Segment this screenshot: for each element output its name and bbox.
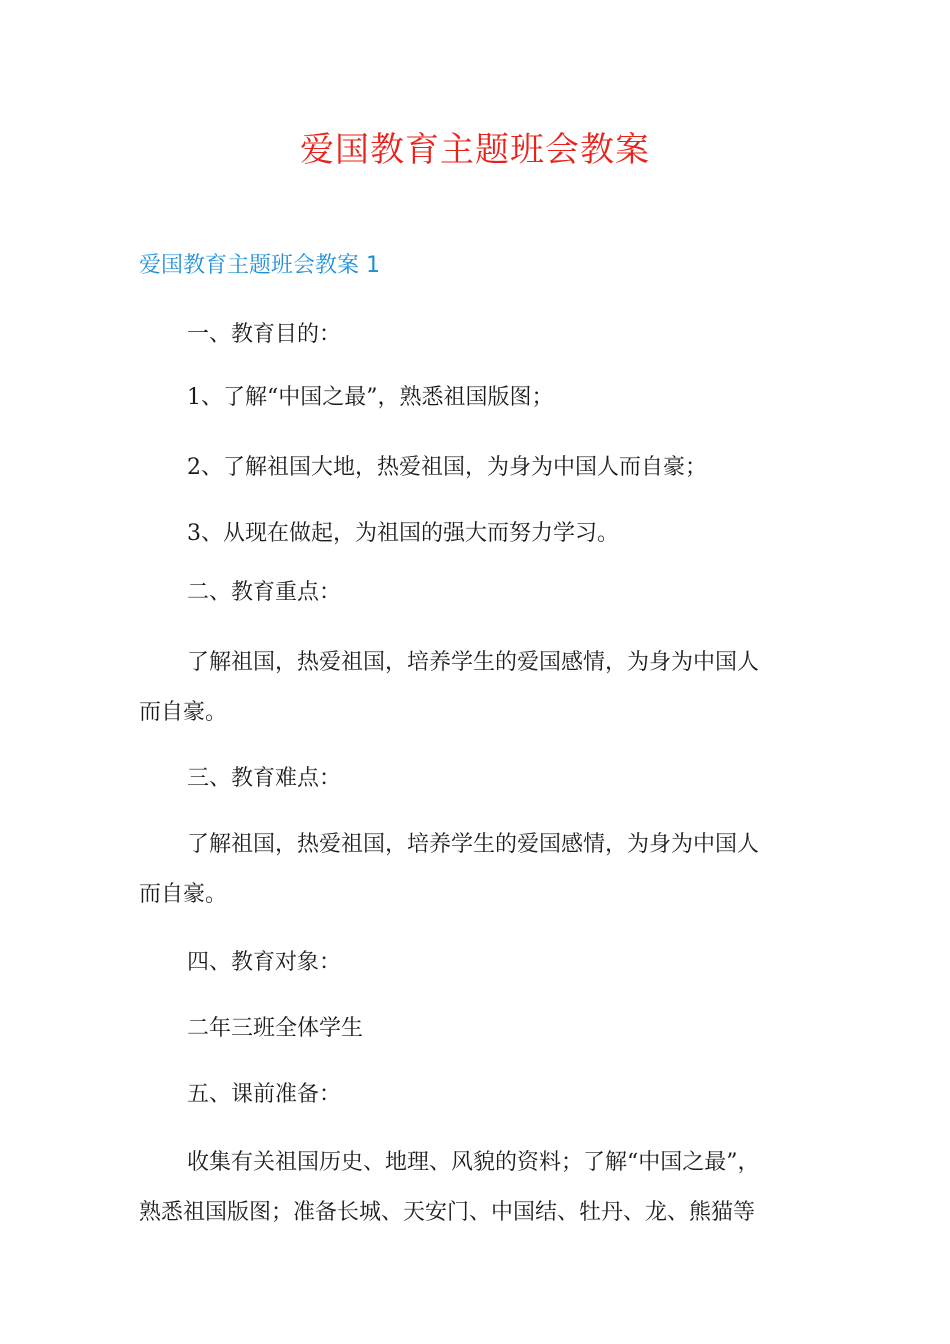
paragraph-line: 1、了解“中国之最”，熟悉祖国版图； <box>187 385 554 410</box>
paragraph-audience-body <box>139 1004 839 1054</box>
paragraph-line: 而自豪。 <box>139 700 228 725</box>
paragraph-line: 熟悉祖国版图；准备长城、天安门、中国结、牡丹、龙、熊猫等 <box>139 1200 756 1225</box>
paragraph-line: 五、课前准备： <box>187 1082 342 1107</box>
paragraph-line: 而自豪。 <box>139 882 228 907</box>
paragraph-audience-heading <box>139 938 839 988</box>
paragraph-line: 二年三班全体学生 <box>187 1016 364 1041</box>
paragraph-goal-3 <box>139 509 839 559</box>
paragraph-line: 三、教育难点： <box>187 766 342 791</box>
paragraph-focus-body <box>139 638 839 738</box>
paragraph-goal-1 <box>139 373 839 423</box>
paragraph-line: 四、教育对象： <box>187 950 342 975</box>
section-heading: 爱国教育主题班会教案 1 <box>139 253 380 278</box>
paragraph-line: 收集有关祖国历史、地理、风貌的资料；了解“中国之最”， <box>187 1150 760 1175</box>
paragraph-preparation-heading <box>139 1070 839 1120</box>
paragraph-difficulty-body <box>139 820 839 920</box>
paragraph-focus-heading <box>139 568 839 618</box>
paragraph-line: 二、教育重点： <box>187 580 342 605</box>
paragraph-difficulty-heading <box>139 754 839 804</box>
paragraph-line: 3、从现在做起，为祖国的强大而努力学习。 <box>187 521 619 546</box>
paragraph-goal-heading <box>139 310 839 360</box>
paragraph-line: 了解祖国，热爱祖国，培养学生的爱国感情，为身为中国人 <box>187 832 760 857</box>
document-title: 爱国教育主题班会教案 <box>300 130 650 170</box>
paragraph-preparation-body <box>139 1138 839 1238</box>
paragraph-line: 了解祖国，热爱祖国，培养学生的爱国感情，为身为中国人 <box>187 650 760 675</box>
paragraph-line: 一、教育目的： <box>187 322 342 347</box>
paragraph-goal-2 <box>139 443 839 493</box>
paragraph-line: 2、了解祖国大地，热爱祖国，为身为中国人而自豪； <box>187 455 707 480</box>
